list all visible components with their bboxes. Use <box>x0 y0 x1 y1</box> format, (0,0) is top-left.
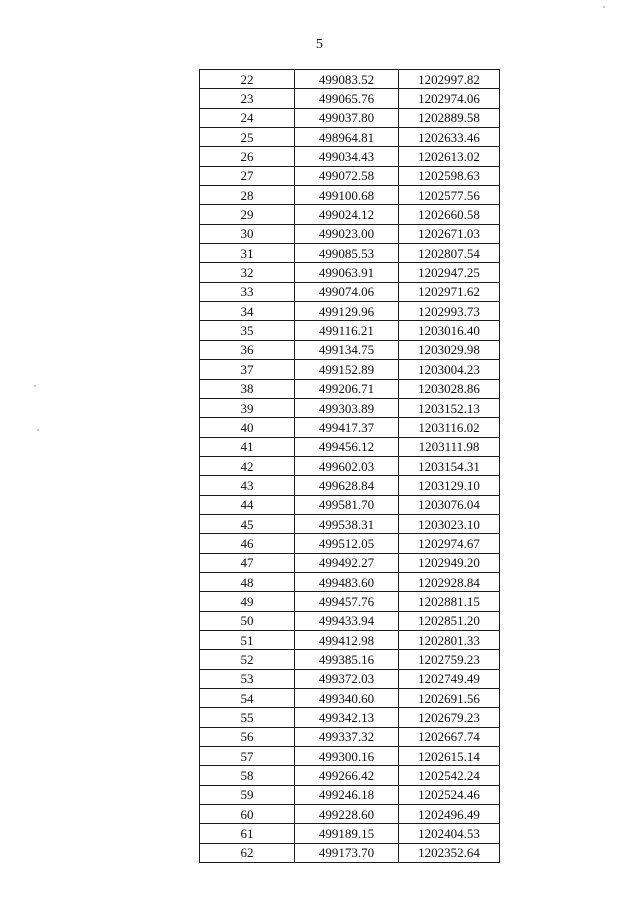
table-row <box>200 418 500 437</box>
table-row <box>200 205 500 224</box>
x-coordinate-cell: 499538.31 <box>295 514 399 533</box>
point-number-cell: 42 <box>200 456 295 475</box>
table-row <box>200 302 500 321</box>
y-coordinate-cell: 1202993.73 <box>399 302 500 321</box>
x-coordinate-cell: 499037.80 <box>295 108 399 127</box>
table-row <box>200 534 500 553</box>
point-number-cell: 38 <box>200 379 295 398</box>
table-row <box>200 108 500 127</box>
point-number-cell: 29 <box>200 205 295 224</box>
scan-speck <box>34 385 36 387</box>
point-number-cell: 25 <box>200 128 295 147</box>
x-coordinate-cell: 499134.75 <box>295 340 399 359</box>
x-coordinate-cell: 499228.60 <box>295 805 399 824</box>
x-coordinate-cell: 499433.94 <box>295 611 399 630</box>
table-row <box>200 321 500 340</box>
x-coordinate-cell: 499023.00 <box>295 224 399 243</box>
point-number-cell: 36 <box>200 340 295 359</box>
point-number-cell: 43 <box>200 476 295 495</box>
x-coordinate-cell: 499512.05 <box>295 534 399 553</box>
point-number-cell: 46 <box>200 534 295 553</box>
table-row <box>200 128 500 147</box>
x-coordinate-cell: 499385.16 <box>295 650 399 669</box>
table-row <box>200 592 500 611</box>
x-coordinate-cell: 499116.21 <box>295 321 399 340</box>
y-coordinate-cell: 1202801.33 <box>399 630 500 649</box>
x-coordinate-cell: 499412.98 <box>295 630 399 649</box>
y-coordinate-cell: 1203004.23 <box>399 360 500 379</box>
point-number-cell: 32 <box>200 263 295 282</box>
y-coordinate-cell: 1202404.53 <box>399 824 500 843</box>
table-row <box>200 824 500 843</box>
point-number-cell: 48 <box>200 572 295 591</box>
x-coordinate-cell: 499189.15 <box>295 824 399 843</box>
x-coordinate-cell: 499024.12 <box>295 205 399 224</box>
point-number-cell: 45 <box>200 514 295 533</box>
y-coordinate-cell: 1202997.82 <box>399 70 500 89</box>
y-coordinate-cell: 1203116.02 <box>399 418 500 437</box>
table-row <box>200 669 500 688</box>
x-coordinate-cell: 499581.70 <box>295 495 399 514</box>
table-row <box>200 630 500 649</box>
y-coordinate-cell: 1203152.13 <box>399 398 500 417</box>
point-number-cell: 54 <box>200 689 295 708</box>
table-row <box>200 224 500 243</box>
x-coordinate-cell: 499340.60 <box>295 689 399 708</box>
x-coordinate-cell: 499337.32 <box>295 727 399 746</box>
y-coordinate-cell: 1202524.46 <box>399 785 500 804</box>
point-number-cell: 28 <box>200 186 295 205</box>
x-coordinate-cell: 498964.81 <box>295 128 399 147</box>
y-coordinate-cell: 1202660.58 <box>399 205 500 224</box>
point-number-cell: 27 <box>200 166 295 185</box>
y-coordinate-cell: 1202974.06 <box>399 89 500 108</box>
x-coordinate-cell: 499129.96 <box>295 302 399 321</box>
x-coordinate-cell: 499152.89 <box>295 360 399 379</box>
coordinate-table-body <box>200 70 500 863</box>
table-row <box>200 495 500 514</box>
point-number-cell: 61 <box>200 824 295 843</box>
y-coordinate-cell: 1203028.86 <box>399 379 500 398</box>
point-number-cell: 26 <box>200 147 295 166</box>
y-coordinate-cell: 1202542.24 <box>399 766 500 785</box>
x-coordinate-cell: 499072.58 <box>295 166 399 185</box>
point-number-cell: 51 <box>200 630 295 649</box>
point-number-cell: 52 <box>200 650 295 669</box>
point-number-cell: 58 <box>200 766 295 785</box>
y-coordinate-cell: 1202928.84 <box>399 572 500 591</box>
y-coordinate-cell: 1202889.58 <box>399 108 500 127</box>
point-number-cell: 60 <box>200 805 295 824</box>
y-coordinate-cell: 1202759.23 <box>399 650 500 669</box>
scan-speck <box>37 429 39 431</box>
table-row <box>200 843 500 862</box>
table-row <box>200 727 500 746</box>
x-coordinate-cell: 499246.18 <box>295 785 399 804</box>
table-row <box>200 514 500 533</box>
table-row <box>200 553 500 572</box>
table-row <box>200 611 500 630</box>
scan-speck <box>603 6 605 8</box>
x-coordinate-cell: 499100.68 <box>295 186 399 205</box>
point-number-cell: 39 <box>200 398 295 417</box>
table-row <box>200 70 500 89</box>
point-number-cell: 44 <box>200 495 295 514</box>
x-coordinate-cell: 499074.06 <box>295 282 399 301</box>
table-row <box>200 476 500 495</box>
point-number-cell: 22 <box>200 70 295 89</box>
y-coordinate-cell: 1202949.20 <box>399 553 500 572</box>
coordinate-table <box>199 69 500 863</box>
y-coordinate-cell: 1202971.62 <box>399 282 500 301</box>
point-number-cell: 24 <box>200 108 295 127</box>
point-number-cell: 59 <box>200 785 295 804</box>
table-row <box>200 456 500 475</box>
point-number-cell: 30 <box>200 224 295 243</box>
y-coordinate-cell: 1203129.10 <box>399 476 500 495</box>
y-coordinate-cell: 1202691.56 <box>399 689 500 708</box>
y-coordinate-cell: 1202577.56 <box>399 186 500 205</box>
x-coordinate-cell: 499372.03 <box>295 669 399 688</box>
point-number-cell: 23 <box>200 89 295 108</box>
x-coordinate-cell: 499206.71 <box>295 379 399 398</box>
y-coordinate-cell: 1202633.46 <box>399 128 500 147</box>
point-number-cell: 34 <box>200 302 295 321</box>
point-number-cell: 35 <box>200 321 295 340</box>
table-row <box>200 398 500 417</box>
y-coordinate-cell: 1202598.63 <box>399 166 500 185</box>
y-coordinate-cell: 1203076.04 <box>399 495 500 514</box>
point-number-cell: 37 <box>200 360 295 379</box>
x-coordinate-cell: 499628.84 <box>295 476 399 495</box>
point-number-cell: 31 <box>200 244 295 263</box>
table-row <box>200 766 500 785</box>
y-coordinate-cell: 1202851.20 <box>399 611 500 630</box>
table-row <box>200 263 500 282</box>
y-coordinate-cell: 1202679.23 <box>399 708 500 727</box>
page-number: 5 <box>316 37 323 52</box>
x-coordinate-cell: 499342.13 <box>295 708 399 727</box>
table-row <box>200 244 500 263</box>
y-coordinate-cell: 1202671.03 <box>399 224 500 243</box>
x-coordinate-cell: 499417.37 <box>295 418 399 437</box>
table-row <box>200 689 500 708</box>
y-coordinate-cell: 1202496.49 <box>399 805 500 824</box>
table-row <box>200 186 500 205</box>
table-row <box>200 650 500 669</box>
point-number-cell: 55 <box>200 708 295 727</box>
y-coordinate-cell: 1202974.67 <box>399 534 500 553</box>
x-coordinate-cell: 499483.60 <box>295 572 399 591</box>
point-number-cell: 49 <box>200 592 295 611</box>
point-number-cell: 57 <box>200 747 295 766</box>
table-row <box>200 282 500 301</box>
x-coordinate-cell: 499300.16 <box>295 747 399 766</box>
y-coordinate-cell: 1202615.14 <box>399 747 500 766</box>
point-number-cell: 53 <box>200 669 295 688</box>
point-number-cell: 56 <box>200 727 295 746</box>
y-coordinate-cell: 1203154.31 <box>399 456 500 475</box>
table-row <box>200 147 500 166</box>
x-coordinate-cell: 499602.03 <box>295 456 399 475</box>
x-coordinate-cell: 499303.89 <box>295 398 399 417</box>
table-row <box>200 708 500 727</box>
y-coordinate-cell: 1202807.54 <box>399 244 500 263</box>
x-coordinate-cell: 499085.53 <box>295 244 399 263</box>
x-coordinate-cell: 499492.27 <box>295 553 399 572</box>
table-row <box>200 572 500 591</box>
y-coordinate-cell: 1202947.25 <box>399 263 500 282</box>
table-row <box>200 360 500 379</box>
y-coordinate-cell: 1202667.74 <box>399 727 500 746</box>
x-coordinate-cell: 499173.70 <box>295 843 399 862</box>
y-coordinate-cell: 1203016.40 <box>399 321 500 340</box>
table-row <box>200 379 500 398</box>
table-row <box>200 437 500 456</box>
point-number-cell: 47 <box>200 553 295 572</box>
y-coordinate-cell: 1203111.98 <box>399 437 500 456</box>
point-number-cell: 50 <box>200 611 295 630</box>
y-coordinate-cell: 1202352.64 <box>399 843 500 862</box>
table-row <box>200 166 500 185</box>
table-row <box>200 747 500 766</box>
table-row <box>200 785 500 804</box>
x-coordinate-cell: 499456.12 <box>295 437 399 456</box>
point-number-cell: 41 <box>200 437 295 456</box>
table-row <box>200 340 500 359</box>
x-coordinate-cell: 499457.76 <box>295 592 399 611</box>
point-number-cell: 33 <box>200 282 295 301</box>
y-coordinate-cell: 1202749.49 <box>399 669 500 688</box>
x-coordinate-cell: 499266.42 <box>295 766 399 785</box>
y-coordinate-cell: 1202613.02 <box>399 147 500 166</box>
y-coordinate-cell: 1202881.15 <box>399 592 500 611</box>
x-coordinate-cell: 499083.52 <box>295 70 399 89</box>
y-coordinate-cell: 1203029.98 <box>399 340 500 359</box>
x-coordinate-cell: 499034.43 <box>295 147 399 166</box>
table-row <box>200 89 500 108</box>
table-row <box>200 805 500 824</box>
point-number-cell: 62 <box>200 843 295 862</box>
x-coordinate-cell: 499065.76 <box>295 89 399 108</box>
y-coordinate-cell: 1203023.10 <box>399 514 500 533</box>
x-coordinate-cell: 499063.91 <box>295 263 399 282</box>
point-number-cell: 40 <box>200 418 295 437</box>
